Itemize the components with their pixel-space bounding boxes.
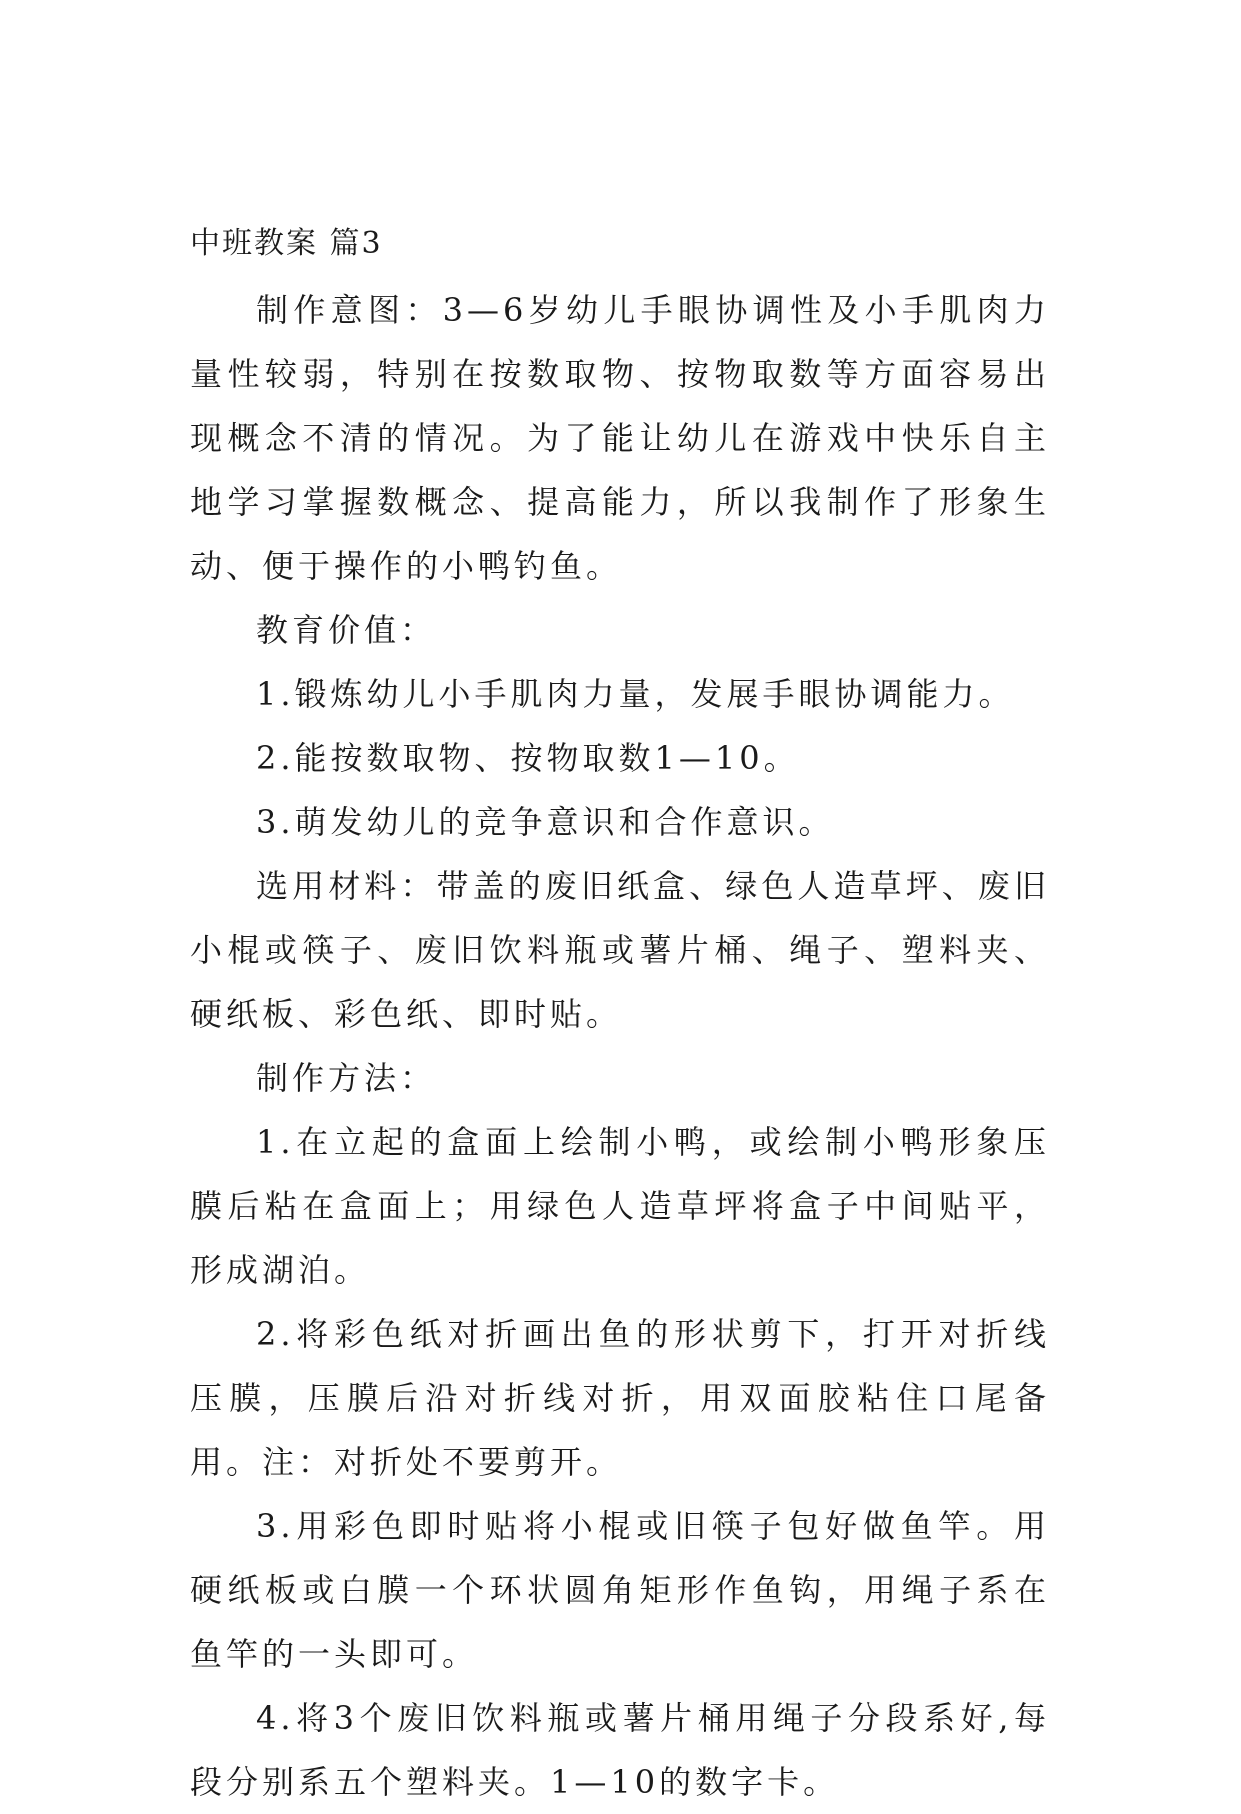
paragraph-method-4: 4.将3个废旧饮料瓶或薯片桶用绳子分段系好,每段分别系五个塑料夹。1—10的数字卡。 <box>190 1699 1050 1801</box>
paragraph-method-1: 1.在立起的盒面上绘制小鸭，或绘制小鸭形象压膜后粘在盒面上；用绿色人造草坪将盒子中间贴平，形成湖泊。 <box>190 1123 1050 1289</box>
paragraph-value-2: 2.能按数取物、按物取数1—10。 <box>256 739 800 777</box>
paragraph-method-3: 3.用彩色即时贴将小棍或旧筷子包好做鱼竿。用硬纸板或白膜一个环状圆角矩形作鱼钩，用绳子系在鱼竿的一头即可。 <box>190 1507 1050 1673</box>
document-title: 中班教案 篇3 <box>190 226 383 261</box>
paragraph-value-3: 3.萌发幼儿的竞争意识和合作意识。 <box>256 803 835 841</box>
paragraph-intent: 制作意图：3—6岁幼儿手眼协调性及小手肌肉力量性较弱，特别在按数取物、按物取数等方面容易出现概念不清的情况。为了能让幼儿在游戏中快乐自主地学习掌握数概念、提高能力，所以我制作了形象生动、便于操作的小鸭钓鱼。 <box>190 291 1050 585</box>
paragraph-method-heading: 制作方法： <box>256 1059 437 1097</box>
document-body <box>190 278 1050 1814</box>
paragraph-method-2: 2.将彩色纸对折画出鱼的形状剪下，打开对折线压膜，压膜后沿对折线对折，用双面胶粘住口尾备用。注：对折处不要剪开。 <box>190 1315 1050 1481</box>
paragraph-materials: 选用材料：带盖的废旧纸盒、绿色人造草坪、废旧小棍或筷子、废旧饮料瓶或薯片桶、绳子、塑料夹、硬纸板、彩色纸、即时贴。 <box>190 867 1050 1033</box>
paragraph-value-1: 1.锻炼幼儿小手肌肉力量，发展手眼协调能力。 <box>256 675 1015 713</box>
paragraph-value-heading: 教育价值： <box>256 611 437 649</box>
